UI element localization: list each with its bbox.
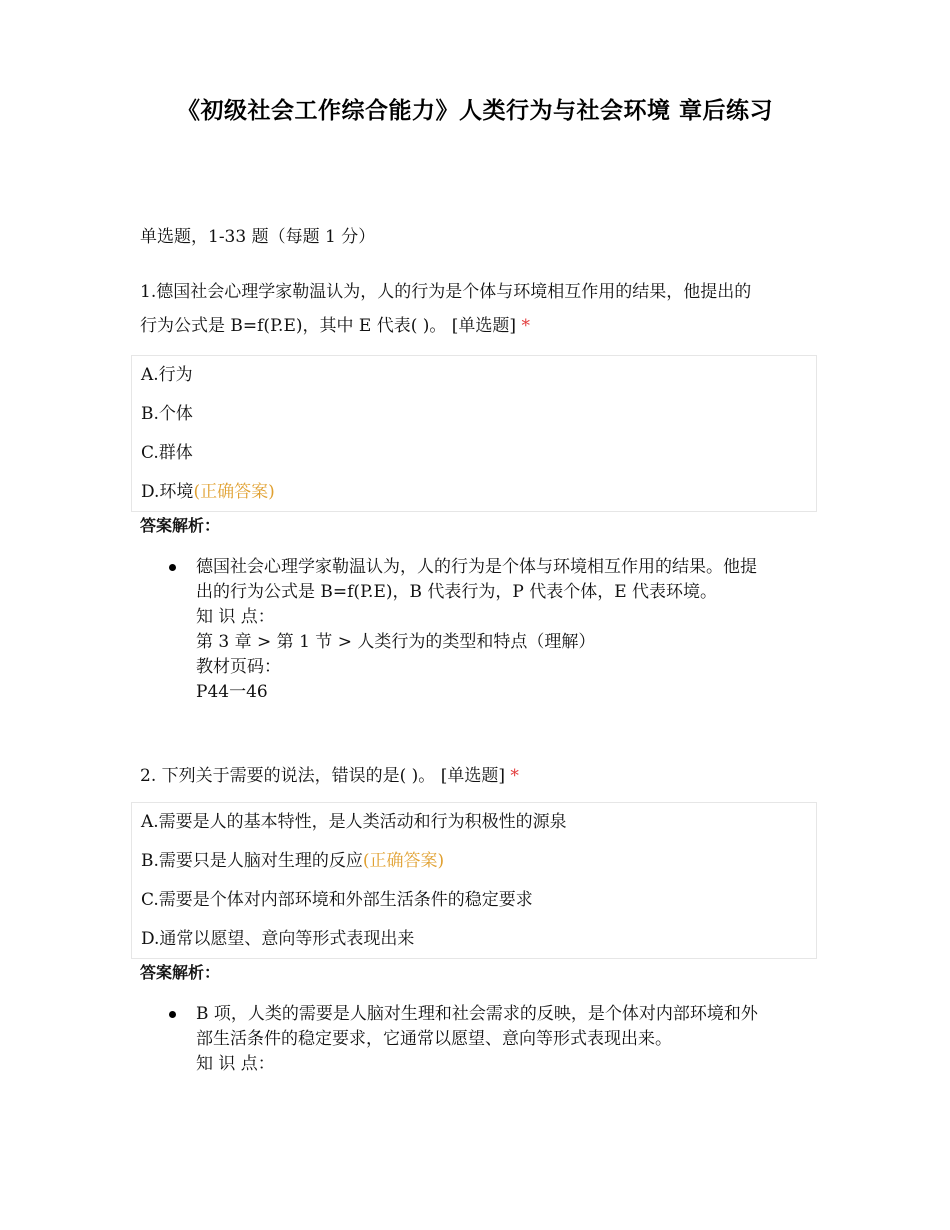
question-2-analysis: B 项，人类的需要是人脑对生理和社会需求的反映，是个体对内部环境和外 部生活条件的稳定要求，它通常以愿望、意向等形式表现出来。 知 识 点：	[196, 1004, 758, 1074]
required-mark: *	[510, 766, 519, 786]
correct-answer-tag: (正确答案)	[193, 482, 275, 502]
question-1-stem	[140, 275, 820, 343]
question-1-analysis-label: 答案解析：	[140, 516, 221, 535]
option-d[interactable]: D.环境(正确答案)	[141, 482, 275, 502]
correct-answer-tag: (正确答案)	[362, 851, 445, 871]
question-1-options	[131, 355, 817, 512]
option-c[interactable]: C.群体	[141, 443, 193, 463]
question-1-stem-line-2: 行为公式是 B=f(P.E)，其中 E 代表( )。 [单选题]	[140, 316, 522, 336]
document-title: 《初级社会工作综合能力》人类行为与社会环境 章后练习	[176, 98, 773, 124]
required-mark: *	[521, 316, 530, 336]
section-header: 单选题，1-33 题（每题 1 分）	[140, 227, 376, 247]
option-d[interactable]: D.通常以愿望、意向等形式表现出来	[141, 929, 415, 949]
option-a[interactable]: A.行为	[141, 365, 193, 385]
question-1-stem-line-1: 1.德国社会心理学家勒温认为，人的行为是个体与环境相互作用的结果，他提出的	[140, 282, 752, 302]
question-1-analysis: 德国社会心理学家勒温认为，人的行为是个体与环境相互作用的结果。他提 出的行为公式是 B=f(P.E)，B 代表行为，P 代表个体，E 代表环境。 知 识 点： 第 3 章 > 第 1 节 > 人类行为的类型和特点（理解） 教材页码： P44一46	[196, 557, 757, 702]
bullet-icon	[169, 564, 176, 571]
bullet-icon	[169, 1011, 176, 1018]
question-2-stem	[140, 759, 820, 793]
option-b[interactable]: B.需要只是人脑对生理的反应(正确答案)	[141, 851, 445, 871]
option-b[interactable]: B.个体	[141, 404, 193, 424]
question-2-analysis-label: 答案解析：	[140, 963, 221, 982]
question-2-options	[131, 802, 817, 959]
question-2-stem-line-1: 2. 下列关于需要的说法，错误的是( )。 [单选题]	[140, 766, 511, 786]
option-c[interactable]: C.需要是个体对内部环境和外部生活条件的稳定要求	[141, 890, 533, 910]
option-a[interactable]: A.需要是人的基本特性，是人类活动和行为积极性的源泉	[141, 812, 567, 832]
